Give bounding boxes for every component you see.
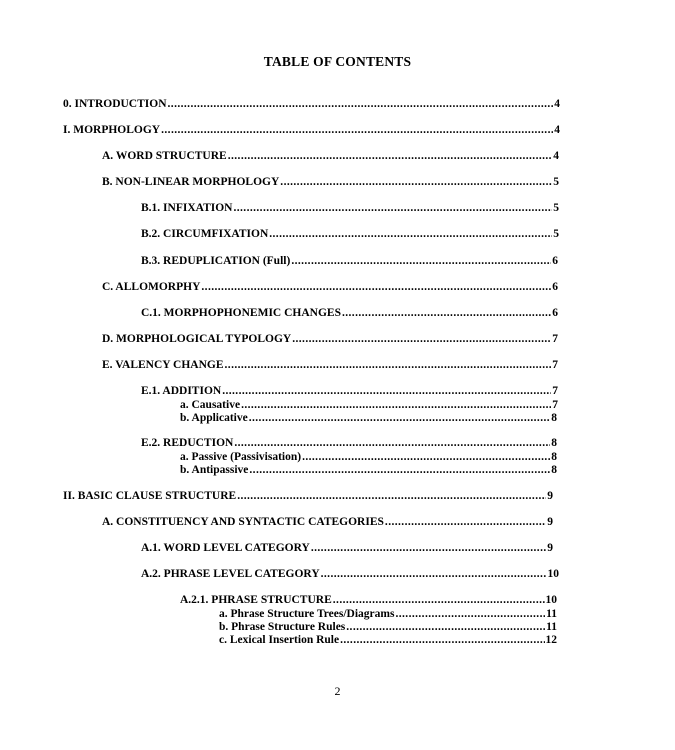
dot-leader <box>222 384 551 398</box>
toc-entry-valency-change <box>102 358 558 372</box>
toc-entry-morphology <box>63 123 560 137</box>
dot-leader <box>161 123 553 137</box>
dot-leader <box>395 607 545 621</box>
toc-entry-label: E. VALENCY CHANGE <box>102 359 224 371</box>
toc-entry-label: A.1. WORD LEVEL CATEGORY <box>141 542 310 554</box>
toc-entry-label: E.1. ADDITION <box>141 385 222 397</box>
dot-leader <box>333 593 545 607</box>
toc-entry-word-structure <box>102 149 559 163</box>
toc-entry-passive <box>180 450 557 464</box>
toc-entry-phrase-structure-trees <box>219 607 557 621</box>
toc-entry-phrase-structure <box>180 593 557 607</box>
toc-entry-label: B.3. REDUPLICATION (Full) <box>141 255 291 267</box>
toc-entry-word-level-category <box>141 541 553 555</box>
dot-leader <box>321 567 547 581</box>
toc-entry-label: a. Phrase Structure Trees/Diagrams <box>219 608 395 620</box>
dot-leader <box>249 411 551 425</box>
toc-entry-page: 5 <box>553 228 559 240</box>
toc-entry-page: 6 <box>552 281 558 293</box>
toc-entry-label: A.2.1. PHRASE STRUCTURE <box>180 594 332 606</box>
toc-entry-circumfixation <box>141 227 559 241</box>
dot-leader <box>291 254 551 268</box>
toc-entry-morphophonemic-changes <box>141 306 558 320</box>
toc-entry-label: a. Causative <box>180 399 241 411</box>
toc-entry-page: 10 <box>545 594 557 606</box>
toc-entry-label: A.2. PHRASE LEVEL CATEGORY <box>141 568 320 580</box>
toc-entry-label: II. BASIC CLAUSE STRUCTURE <box>63 490 237 502</box>
dot-leader <box>340 633 544 647</box>
toc-entry-label: E.2. REDUCTION <box>141 437 234 449</box>
dot-leader <box>269 227 552 241</box>
dot-leader <box>228 149 553 163</box>
dot-leader <box>237 489 546 503</box>
toc-entry-causative <box>180 398 558 412</box>
toc-entry-label: C.1. MORPHOPHONEMIC CHANGES <box>141 307 341 319</box>
dot-leader <box>280 175 552 189</box>
toc-entry-label: A. CONSTITUENCY AND SYNTACTIC CATEGORIES <box>102 516 384 528</box>
toc-entry-page: 8 <box>551 437 557 449</box>
toc-entry-page: 4 <box>553 150 559 162</box>
dot-leader <box>292 332 551 346</box>
dot-leader <box>168 97 554 111</box>
toc-entry-page: 4 <box>554 98 560 110</box>
toc-entry-applicative <box>180 411 557 425</box>
toc-entry-label: C. ALLOMORPHY <box>102 281 201 293</box>
dot-leader <box>346 620 545 634</box>
dot-leader <box>385 515 546 529</box>
toc-entry-label: b. Applicative <box>180 412 248 424</box>
toc-entry-page: 11 <box>546 608 557 620</box>
toc-entry-constituency <box>102 515 553 529</box>
toc-entry-label: B.2. CIRCUMFIXATION <box>141 228 269 240</box>
toc-entry-page: 5 <box>553 176 559 188</box>
dot-leader <box>241 398 551 412</box>
toc-title: TABLE OF CONTENTS <box>263 54 412 69</box>
dot-leader <box>302 450 550 464</box>
toc-entry-label: 0. INTRODUCTION <box>63 98 167 110</box>
toc-entry-label: A. WORD STRUCTURE <box>102 150 227 162</box>
dot-leader <box>233 201 552 215</box>
dot-leader <box>234 436 550 450</box>
toc-entry-non-linear-morphology <box>102 175 559 189</box>
toc-entry-page: 9 <box>547 542 553 554</box>
toc-entry-reduction <box>141 436 557 450</box>
toc-entry-label: B.1. INFIXATION <box>141 202 233 214</box>
toc-entry-page: 8 <box>551 451 557 463</box>
page-number: 2 <box>334 684 341 698</box>
toc-entry-page: 7 <box>552 333 558 345</box>
toc-entry-page: 7 <box>552 385 558 397</box>
toc-entry-phrase-structure-rules <box>219 620 557 634</box>
toc-entry-page: 12 <box>545 634 557 646</box>
toc-entry-page: 7 <box>552 359 558 371</box>
toc-entry-page: 10 <box>547 568 559 580</box>
toc-entry-page: 5 <box>553 202 559 214</box>
toc-entry-introduction <box>63 97 560 111</box>
toc-entry-label: a. Passive (Passivisation) <box>180 451 302 463</box>
toc-entry-addition <box>141 384 558 398</box>
toc-entry-page: 4 <box>554 124 560 136</box>
toc-entry-page: 9 <box>547 490 553 502</box>
toc-entry-label: b. Antipassive <box>180 464 249 476</box>
toc-entry-infixation <box>141 201 559 215</box>
toc-entry-label: B. NON-LINEAR MORPHOLOGY <box>102 176 280 188</box>
toc-entry-label: b. Phrase Structure Rules <box>219 621 346 633</box>
toc-entry-label: D. MORPHOLOGICAL TYPOLOGY <box>102 333 292 345</box>
toc-entry-label: I. MORPHOLOGY <box>63 124 161 136</box>
toc-entry-label: c. Lexical Insertion Rule <box>219 634 340 646</box>
toc-entry-lexical-insertion-rule <box>219 633 557 647</box>
toc-entry-page: 7 <box>552 399 558 411</box>
toc-entry-reduplication <box>141 254 558 268</box>
toc-entry-antipassive <box>180 463 557 477</box>
toc-entry-phrase-level-category <box>141 567 559 581</box>
dot-leader <box>249 463 550 477</box>
toc-entry-page: 6 <box>552 255 558 267</box>
toc-entry-page: 9 <box>547 516 553 528</box>
dot-leader <box>342 306 551 320</box>
toc-entry-page: 8 <box>551 464 557 476</box>
toc-entry-page: 11 <box>546 621 557 633</box>
toc-entry-page: 6 <box>552 307 558 319</box>
toc-entry-morphological-typology <box>102 332 558 346</box>
toc-entry-allomorphy <box>102 280 558 294</box>
toc-entry-basic-clause-structure <box>63 489 553 503</box>
dot-leader <box>225 358 552 372</box>
toc-entry-page: 8 <box>551 412 557 424</box>
dot-leader <box>311 541 546 555</box>
dot-leader <box>201 280 551 294</box>
